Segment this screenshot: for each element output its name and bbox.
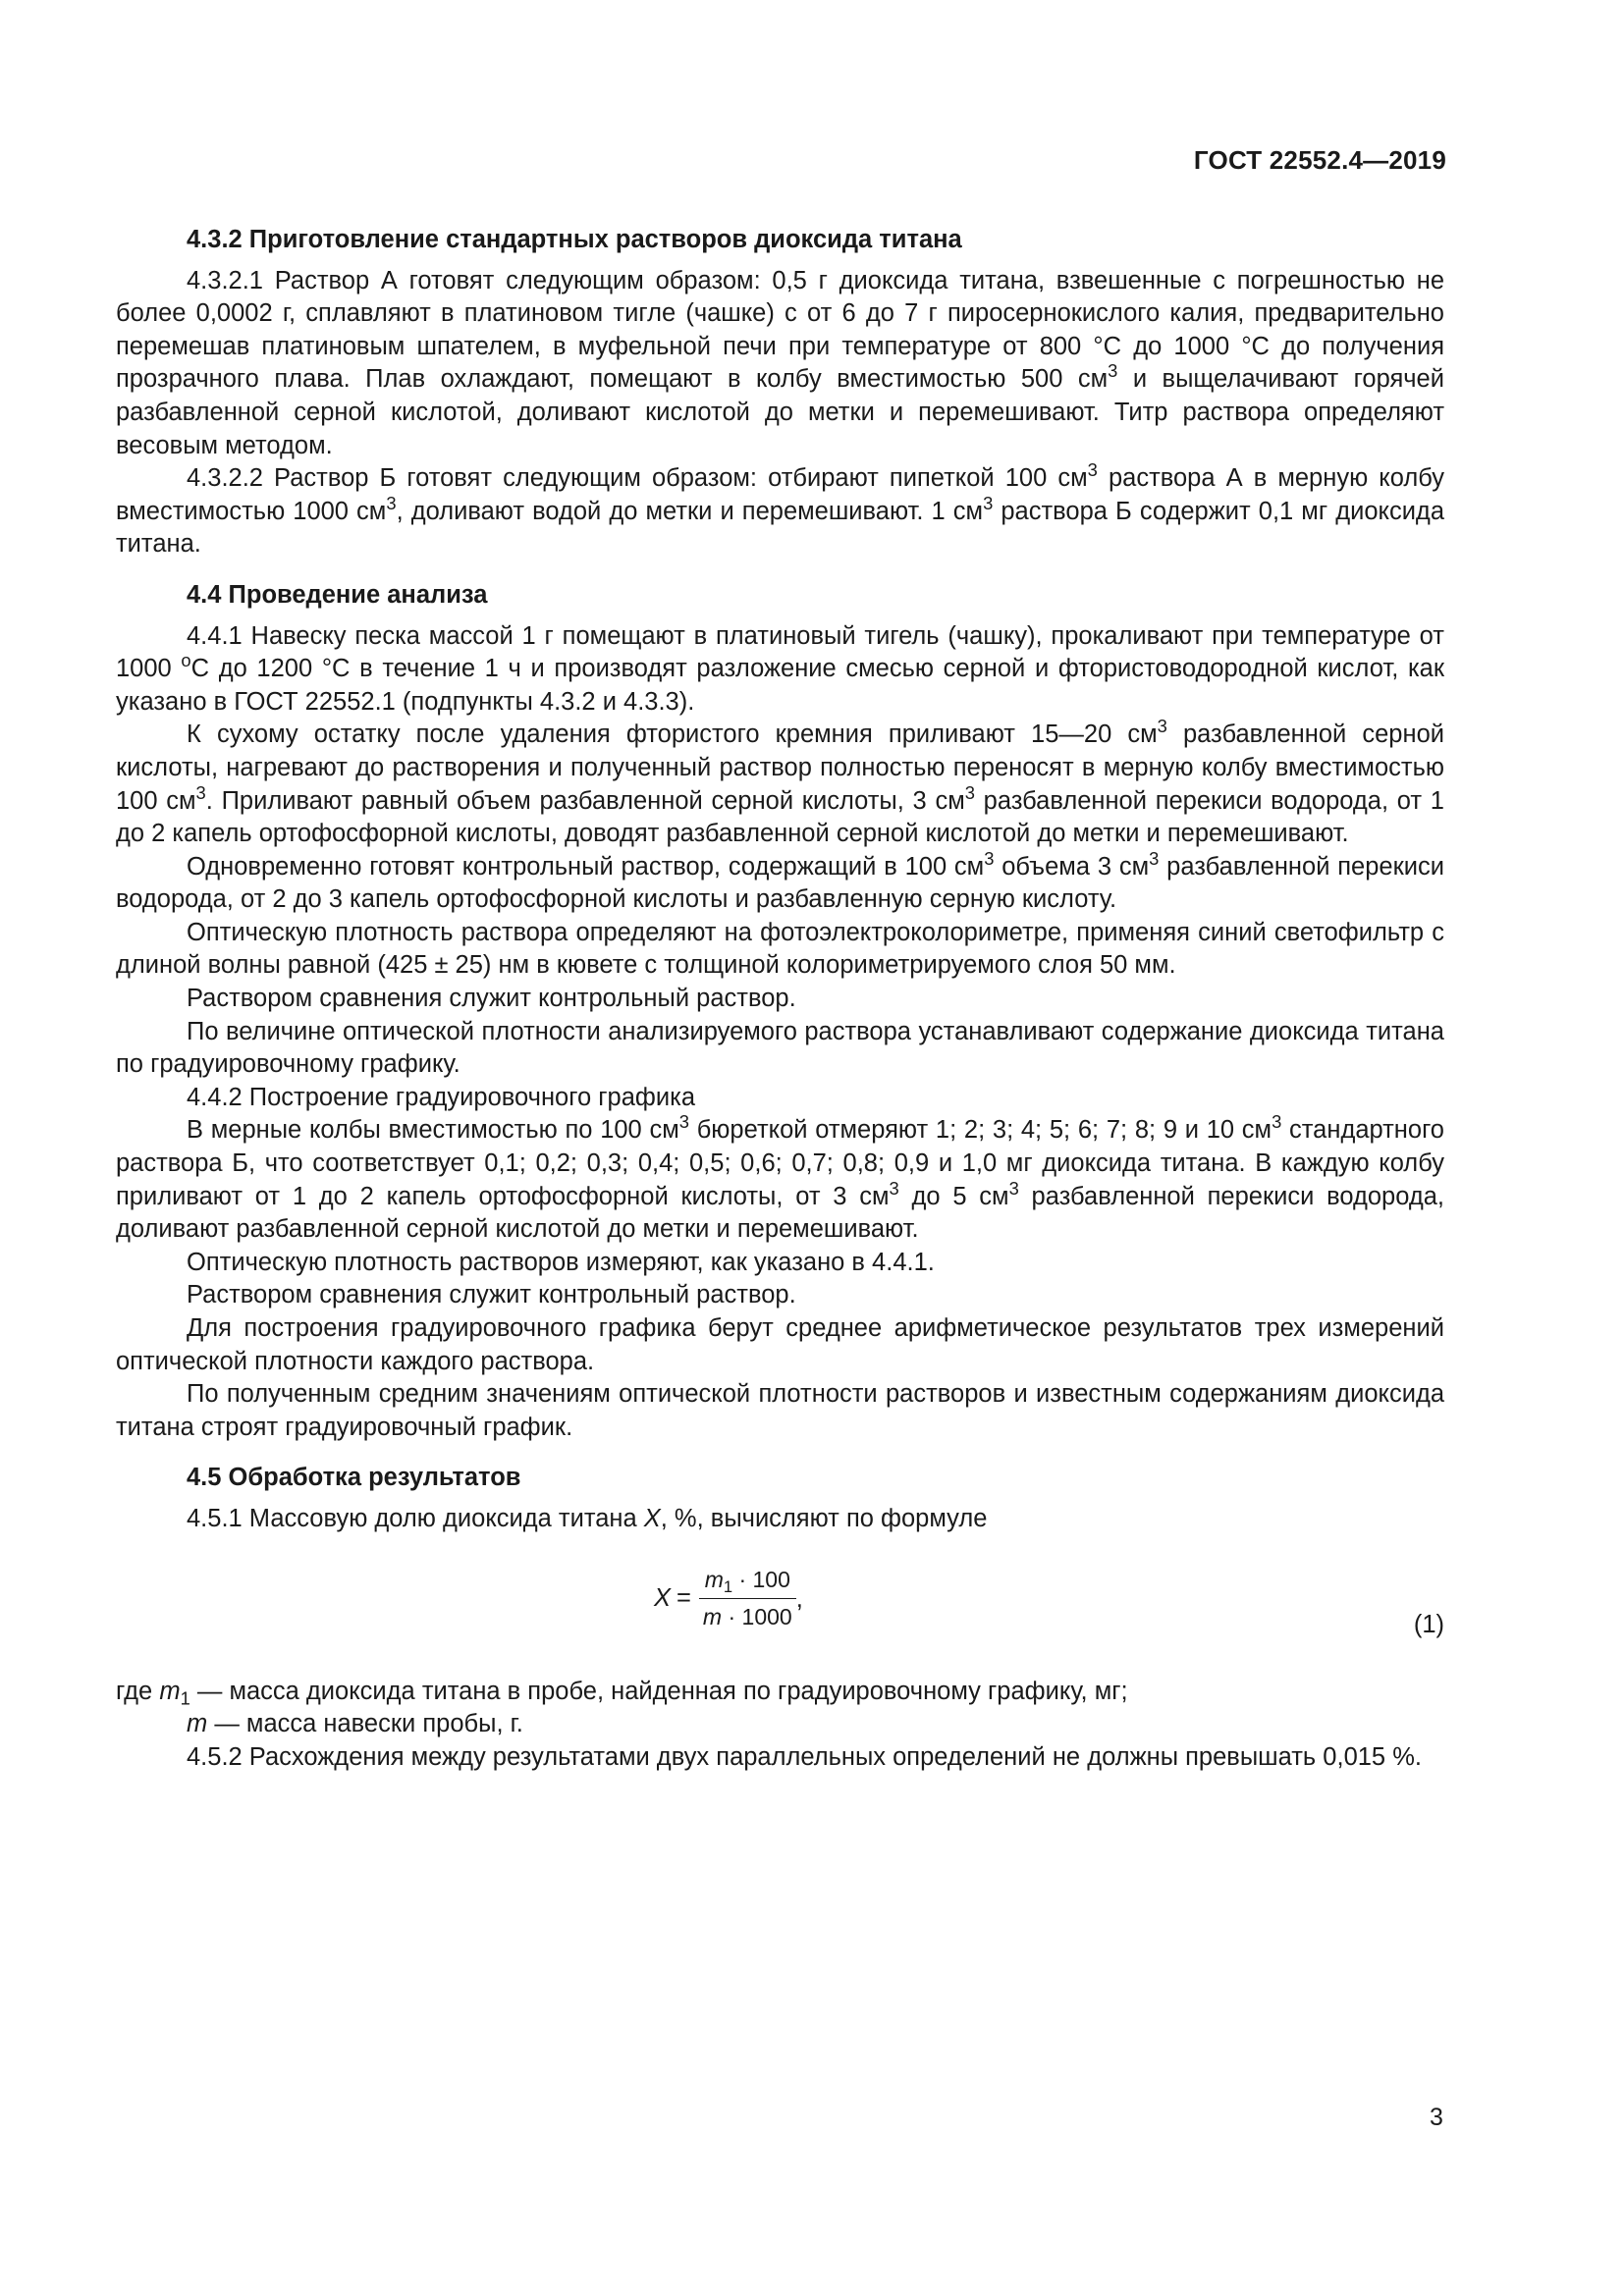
paragraph-4-4-1: 4.4.1 Навеску песка массой 1 г помещают в платиновый тигель (чашку), прокаливают при температуре от 1000 $^о$С до 1200 °С в течение 1 ч и производят разложение смесью серной и фтористоводородной кислот, как указано в ГОСТ 22552.1 (подпункты 4.3.2 и 4.3.3). xyxy=(116,621,1445,716)
paragraph-comparison-solution: Раствором сравнения служит контрольный раствор. xyxy=(187,985,796,1013)
section-4-5-heading: 4.5 Обработка результатов xyxy=(187,1464,521,1492)
paragraph-4-3-2-1: 4.3.2.1 Раствор А готовят следующим образом: 0,5 г диоксида титана, взвешенные с погрешностью не более 0,0002 г, сплавляют в платиновом тигле (чашке) с от 6 до 7 г пиросернокислого калия, предварительно перемешав платиновым шпателем, в муфельной печи при температуре от 800 °С до 1000 °С до получения прозрачного плава. Плав охлаждают, помещают в колбу вместимостью 500 $см^3$ и выщелачивают горячей разбавленной серной кислотой, доливают кислотой до метки и перемешивают. Титр раствора определяют весовым методом. xyxy=(116,266,1444,459)
paragraph-4-4-2-title: 4.4.2 Построение градуировочного графика xyxy=(187,1083,696,1111)
paragraph-average-results: Для построения градуировочного графика берут среднее арифметическое результатов трех измерений оптической плотности каждого раствора. xyxy=(116,1314,1444,1375)
paragraph-calibration-reading: По величине оптической плотности анализируемого раствора устанавливают содержание диоксида титана по градуировочному графику. xyxy=(116,1017,1444,1079)
formula-where-m1: где $m_1$ — масса диоксида титана в пробе, найденная по градуировочному графику, мг; xyxy=(116,1677,1128,1709)
paragraph-volumetric-flasks: В мерные колбы вместимостью по 100 $см^3$ бюреткой отмеряют 1; 2; 3; 4; 5; 6; 7; 8; 9 и 10 $см^3$ стандартного раствора Б, что соответствует 0,1; 0,2; 0,3; 0,4; 0,5; 0,6; 0,7; 0,8; 0,9 и 1,0 мг диоксида титана. В каждую колбу приливают от 1 до 2 капель ортофосфорной кислоты, от 3 $см^3$ до 5 $см^3$ разбавленной перекиси водорода, доливают разбавленной серной кислотой до метки и перемешивают. xyxy=(116,1111,1445,1244)
paragraph-optical-density: Оптическую плотность раствора определяют на фотоэлектроколориметре, применяя синий светофильтр с длиной волны равной (425 ± 25) нм в кювете с толщиной колориметрируемого слоя 50 мм. xyxy=(116,918,1444,980)
paragraph-4-3-2-2: 4.3.2.2 Раствор Б готовят следующим образом: отбирают пипеткой 100 $см^3$ раствора А в мерную колбу вместимостью 1000 $см^3$, доливают водой до метки и перемешивают. 1 $см^3$ раствора Б содержит 0,1 мг диоксида титана. xyxy=(116,459,1445,559)
formula-expression: X = $\frac{m_1 \cdot 100}{m \cdot 1000}$ , xyxy=(654,1564,803,1634)
formula-1 xyxy=(116,1556,1444,1672)
paragraph-comparison-solution-2: Раствором сравнения служит контрольный раствор. xyxy=(187,1281,796,1309)
paragraph-measure-density: Оптическую плотность растворов измеряют, как указано в 4.4.1. xyxy=(187,1248,935,1276)
paragraph-dry-residue: К сухому остатку после удаления фтористого кремния приливают 15—20 $см^3$ разбавленной серной кислоты, нагревают до растворения и полученный раствор полностью переносят в мерную колбу вместимостью 100 $см^3$. Приливают равный объем разбавленной серной кислоты, 3 $см^3$ разбавленной перекиси водорода, от 1 до 2 капель ортофосфорной кислоты, доводят разбавленной серной кислотой до метки и перемешивают. xyxy=(116,716,1444,848)
document-standard-number: ГОСТ 22552.4—2019 xyxy=(1193,145,1446,175)
page-number: 3 xyxy=(1430,2104,1443,2131)
formula-where-m: m — масса навески пробы, г. xyxy=(187,1710,523,1738)
paragraph-control-solution: Одновременно готовят контрольный раствор, содержащий в 100 $см^3$ объема 3 $см^3$ разбавленной перекиси водорода, от 2 до 3 капель ортофосфорной кислоты и разбавленную серную кислоту. xyxy=(116,847,1444,914)
formula-number: (1) xyxy=(1413,1610,1444,1638)
paragraph-4-5-1: 4.5.1 Массовую долю диоксида титана X, %, вычисляют по формуле xyxy=(187,1504,988,1532)
section-4-4-heading: 4.4 Проведение анализа xyxy=(187,580,488,609)
section-4-3-2-heading: 4.3.2 Приготовление стандартных растворов диоксида титана xyxy=(187,226,962,253)
paragraph-build-graph: По полученным средним значениям оптической плотности растворов и известным содержаниям диоксида титана строят градуировочный график. xyxy=(116,1380,1444,1441)
paragraph-4-5-2: 4.5.2 Расхождения между результатами двух параллельных определений не должны превышать 0,015 %. xyxy=(187,1742,1422,1771)
document-body xyxy=(116,224,1444,1774)
formula-fraction: $\frac{m_1 \cdot 100}{m \cdot 1000}$ xyxy=(699,1564,796,1634)
